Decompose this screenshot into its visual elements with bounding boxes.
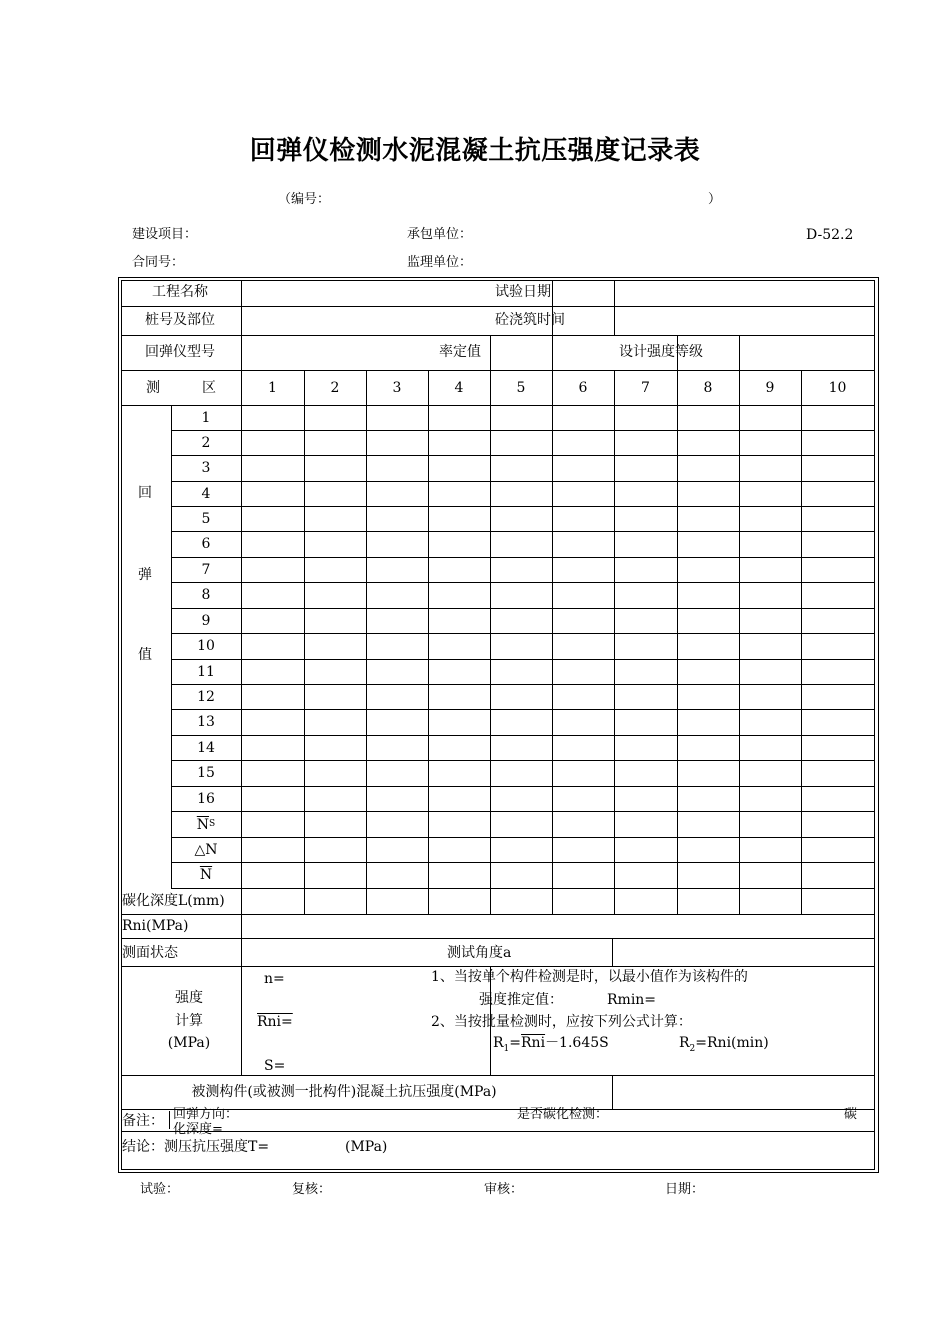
rmin-label: Rmin= [607,992,657,1008]
project-name-label: 工程名称 [152,284,208,300]
grid-line [171,506,874,507]
reading-row-label: 3 [201,460,211,476]
grid-line [801,370,802,914]
rni-label: Rni(MPa) [122,918,189,934]
reading-row-label: 8 [201,587,211,603]
conclusion-unit: (MPa) [345,1139,388,1155]
grid-line [171,633,874,634]
page-title: 回弹仪检测水泥混凝土抗压强度记录表 [249,136,701,166]
rebound-char-2: 弹 [138,567,152,583]
pour-time-label: 砼浇筑时间 [495,312,565,328]
zone-header: 3 [392,379,402,396]
remarks-carbonation-check: 是否碳化检测： [517,1107,609,1122]
form-code: D-52.2 [806,227,854,243]
zone-label-b: 区 [202,379,216,396]
grid-line [171,430,874,431]
date-label: 日期： [665,1182,705,1197]
zone-header: 5 [516,379,526,396]
remarks-divider [169,1111,170,1129]
angle-label: 测试角度a [447,944,512,961]
grid-line [171,684,874,685]
grid-line [612,1075,613,1109]
grid-line [801,888,802,914]
grid-line [614,888,615,914]
reading-row-label: 4 [201,485,211,502]
record-table [118,277,879,1173]
contractor-label: 承包单位： [407,227,473,242]
ns-label [171,812,241,837]
reading-row-label: 12 [197,688,215,705]
rni-mean-label: Rni= [257,1014,293,1030]
member-strength-label: 被测构件(或被测一批构件)混凝土抗压强度(MPa) [191,1084,497,1100]
grid-line [614,370,615,914]
reading-row-label: 13 [197,714,215,730]
grid-line [171,760,874,761]
grid-line [121,966,874,967]
ns-sub: S [209,819,216,829]
grid-line [241,280,242,370]
grid-line [171,608,874,609]
reading-row-label: 7 [201,561,211,578]
grid-line [739,888,740,914]
design-grade-label: 设计强度等级 [619,344,703,360]
remarks-label: 备注： [122,1113,164,1129]
grid-line [739,370,740,914]
reading-row-label: 15 [197,765,215,781]
serial-label: （编号： [278,192,331,207]
grid-line [677,888,678,914]
grid-line [677,370,678,914]
grid-line [171,531,874,532]
grid-line [171,735,874,736]
review-label: 复核： [292,1182,332,1197]
reading-row-label: 16 [197,790,215,807]
reading-row-label: 1 [201,409,211,426]
formula-r1 [493,1036,609,1054]
test-date-label: 试验日期 [495,284,551,300]
s-label: S= [264,1058,286,1074]
grid-line [366,888,367,914]
grid-line [171,582,874,583]
grid-line [171,786,874,787]
note-2: 2、当按批量检测时，应按下列公式计算： [431,1014,692,1030]
inner-border-bottom [121,1169,874,1170]
inner-border-left [121,280,122,1170]
grid-line [490,370,491,914]
grid-line [171,455,874,456]
n-bar-label [171,862,241,887]
grid-line [304,888,305,914]
reading-row-label: 14 [197,739,215,756]
stake-label: 桩号及部位 [145,312,215,328]
grid-line [171,811,874,812]
surface-label: 测面状态 [122,944,178,961]
reading-row-label: 10 [197,638,215,654]
rebound-char-1: 回 [138,485,152,501]
zone-header: 9 [765,379,775,396]
strength-calc-3: (MPa) [167,1035,211,1051]
project-label: 建设项目： [132,227,198,242]
serial-close: ） [708,192,722,207]
zone-header: 2 [330,379,340,396]
n-label: n= [264,971,285,987]
zone-header: 8 [703,379,713,396]
grid-line [171,862,874,863]
n-bar-letter: $\overline{N}$ [199,866,213,883]
grid-line [552,335,553,370]
grid-line [428,370,429,914]
zone-header: 6 [578,379,588,396]
reading-row-label: 11 [197,663,215,680]
ns-letter: $\overline{N}$ [196,816,210,833]
remarks-carbonation-b: 化深度= [173,1122,223,1137]
hammer-model-label: 回弹仪型号 [145,344,215,360]
grid-line [171,659,874,660]
grid-line [428,888,429,914]
r2-post: =Rni(min) [695,1035,769,1051]
grid-line [241,966,242,1075]
note-1b: 强度推定值： [479,992,563,1008]
zone-label-a: 测 [146,379,160,396]
remarks-carbonation-a: 碳 [844,1107,858,1122]
note-1: 1、当按单个构件检测是时，以最小值作为该构件的 [431,969,748,985]
grid-line [304,370,305,914]
zone-header: 7 [641,379,650,396]
reading-row-label: 2 [201,434,211,451]
zone-header: 10 [828,379,847,396]
strength-calc-1: 强度 [175,990,203,1006]
grid-line [552,888,553,914]
r1-sub: 1 [503,1043,510,1054]
zone-header: 4 [454,379,464,396]
conclusion-label: 结论：测压抗压强度T= [122,1139,270,1155]
reading-row-label: 6 [201,536,211,552]
strength-calc-2: 计算 [175,1013,203,1029]
grid-line [552,370,553,914]
grid-line [171,888,874,889]
remarks-direction: 回弹方向： [173,1107,239,1122]
rebound-char-3: 值 [138,647,152,663]
formula-r2 [679,1036,769,1054]
r1-rni: $\overline{Rni}$ [521,1035,546,1051]
delta-n-label: △N [194,841,218,858]
grid-line [171,837,874,838]
r1-post: －1.645S [545,1035,609,1051]
grid-line [490,888,491,914]
r1-letter: R [493,1035,504,1051]
grid-line [366,370,367,914]
grid-line [171,709,874,710]
audit-label: 审核： [484,1182,524,1197]
carbonation-label: 碳化深度L(mm) [122,892,225,909]
zone-header: 1 [268,379,277,396]
contract-label: 合同号： [132,255,185,270]
r1-eq: = [509,1035,522,1051]
r2-sub: 2 [689,1043,696,1054]
test-label: 试验： [140,1182,180,1197]
reading-row-label: 5 [201,510,211,527]
grid-line [171,481,874,482]
grid-line [612,938,613,966]
grid-line [241,370,242,914]
reading-row-label: 9 [201,612,211,629]
supervisor-label: 监理单位： [407,255,473,270]
calibration-label: 率定值 [439,344,481,360]
r2-letter: R [679,1035,690,1051]
grid-line [171,557,874,558]
inner-border-right [874,280,875,1170]
grid-line [121,1131,874,1132]
